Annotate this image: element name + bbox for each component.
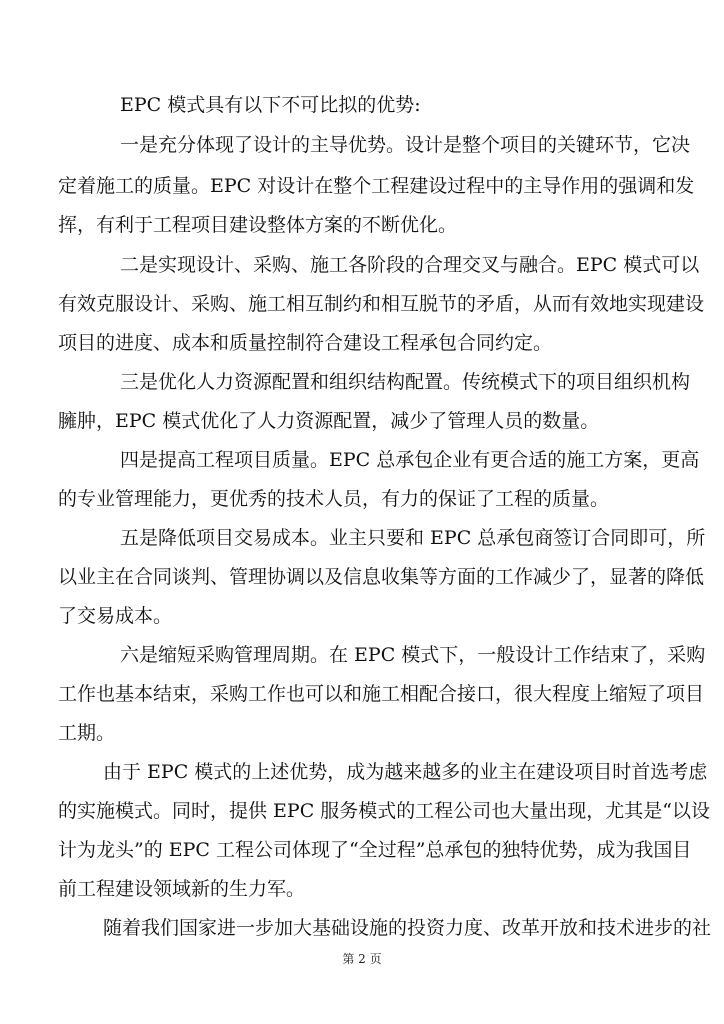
paragraph-7-line-4: 前工程建设领域新的生力军。 <box>58 878 306 900</box>
paragraph-6-line-1: 六是缩短采购管理周期。在 EPC 模式下，一般设计工作结束了，采购 <box>120 644 706 666</box>
paragraph-4-line-2: 的专业管理能力，更优秀的技术人员，有力的保证了工程的质量。 <box>58 488 610 510</box>
paragraph-1-line-1: 一是充分体现了设计的主导优势。设计是整个项目的关键环节，它决 <box>120 134 691 156</box>
paragraph-1-line-3: 挥，有利于工程项目建设整体方案的不断优化。 <box>58 214 458 236</box>
heading-line: EPC 模式具有以下不可比拟的优势: <box>120 94 421 116</box>
paragraph-7-line-1: 由于 EPC 模式的上述优势，成为越来越多的业主在建设项目时首选考虑 <box>103 761 708 783</box>
paragraph-1-line-2: 定着施工的质量。EPC 对设计在整个工程建设过程中的主导作用的强调和发 <box>58 175 695 197</box>
paragraph-7-line-3: 计为龙头”的 EPC 工程公司体现了“全过程”总承包的独特优势，成为我国目 <box>58 839 692 861</box>
paragraph-6-line-3: 工期。 <box>58 722 116 744</box>
paragraph-6-line-2: 工作也基本结束，采购工作也可以和施工相配合接口，很大程度上缩短了项目 <box>58 683 705 705</box>
page-number-footer: 第 2 页 <box>342 952 382 966</box>
paragraph-2-line-2: 有效克服设计、采购、施工相互制约和相互脱节的矛盾，从而有效地实现建设 <box>58 293 705 315</box>
paragraph-4-line-1: 四是提高工程项目质量。EPC 总承包企业有更合适的施工方案，更高 <box>120 449 700 471</box>
paragraph-7-line-2: 的实施模式。同时，提供 EPC 服务模式的工程公司也大量出现，尤其是“以设 <box>58 800 710 822</box>
paragraph-5-line-2: 以业主在合同谈判、管理协调以及信息收集等方面的工作减少了，显著的降低 <box>58 566 705 588</box>
paragraph-3-line-1: 三是优化人力资源配置和组织结构配置。传统模式下的项目组织机构 <box>120 371 691 393</box>
paragraph-2-line-3: 项目的进度、成本和质量控制符合建设工程承包合同约定。 <box>58 332 553 354</box>
paragraph-5-line-3: 了交易成本。 <box>58 605 173 627</box>
paragraph-5-line-1: 五是降低项目交易成本。业主只要和 EPC 总承包商签订合同即可，所 <box>120 527 706 549</box>
paragraph-8-line-1: 随着我们国家进一步加大基础设施的投资力度、改革开放和技术进步的社 <box>103 917 712 939</box>
paragraph-3-line-2: 臃肿，EPC 模式优化了人力资源配置，减少了管理人员的数量。 <box>58 410 600 432</box>
paragraph-2-line-1: 二是实现设计、采购、施工各阶段的合理交叉与融合。EPC 模式可以 <box>120 254 700 276</box>
